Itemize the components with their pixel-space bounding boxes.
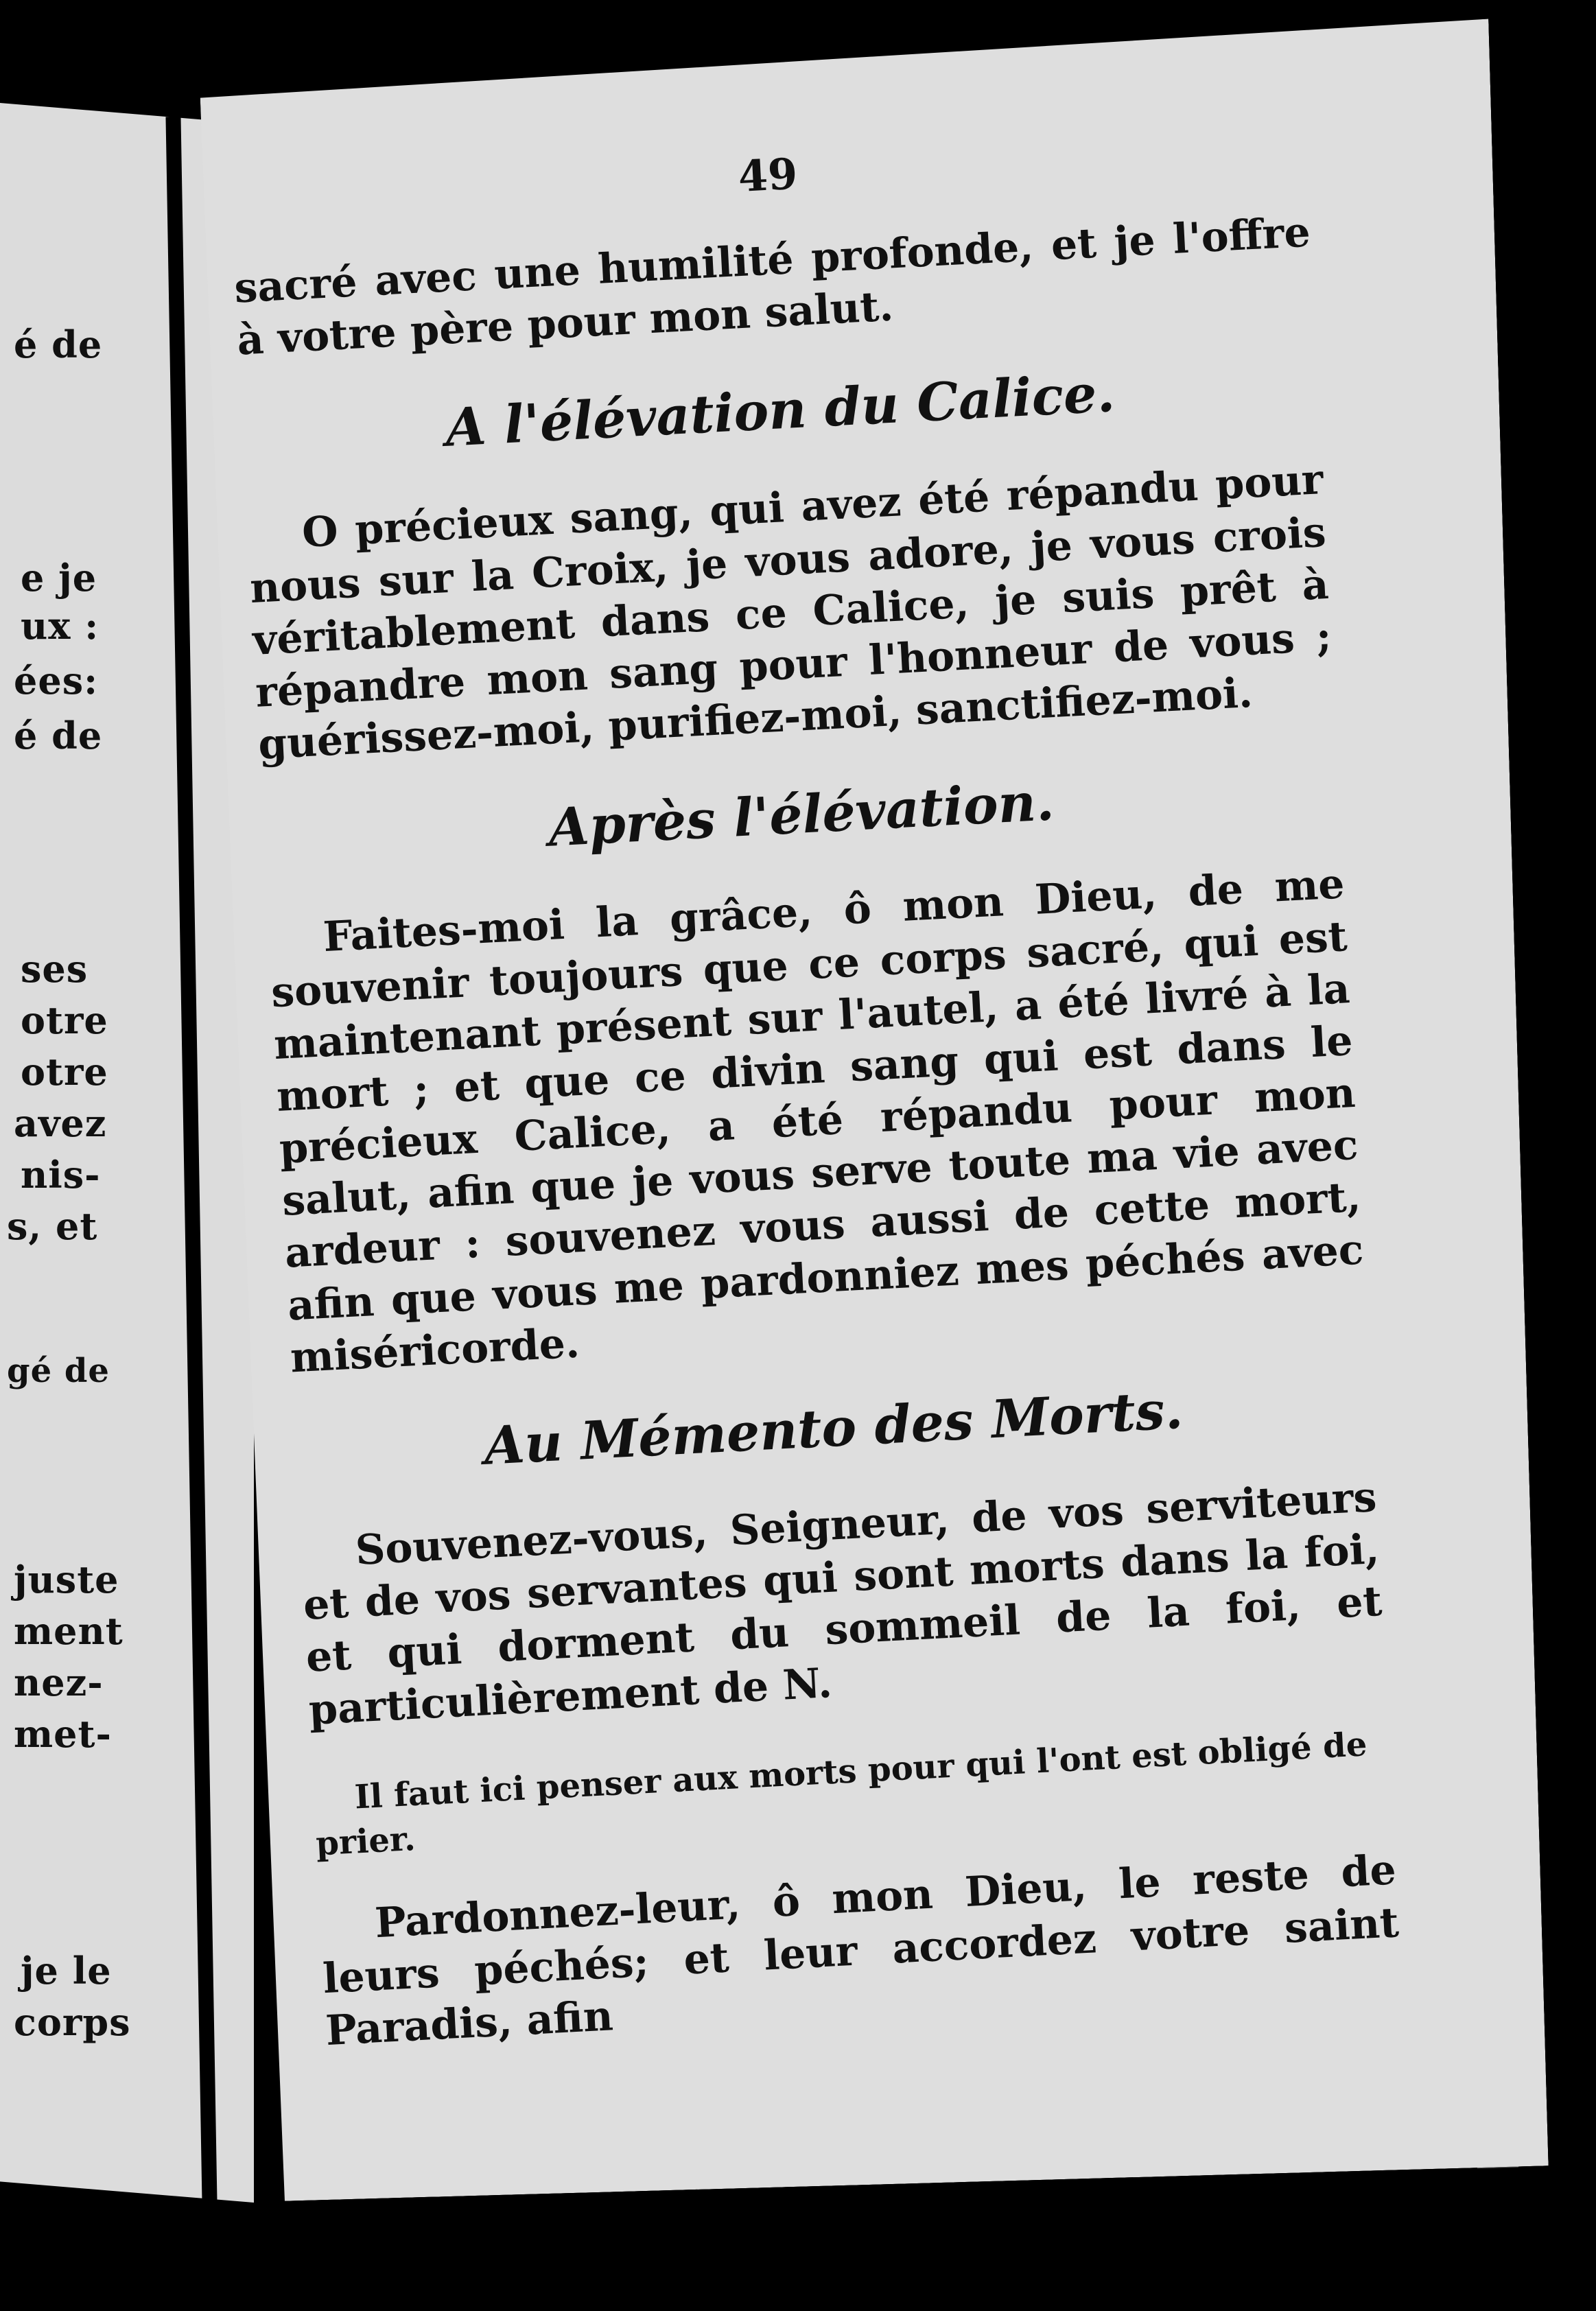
- paragraph: sacré avec une humilité profonde, et je l'offre à votre père pour mon salut.: [233, 208, 1312, 365]
- left-page-fragment: otre: [21, 998, 108, 1042]
- left-page-fragment: nez-: [14, 1661, 104, 1704]
- left-page-fragment: avez: [14, 1101, 107, 1145]
- left-page-fragment: ées:: [14, 659, 99, 703]
- paragraph: Faites-moi la grâce, ô mon Dieu, de me souvenir toujours que ce corps sacré, qui est maintenant présent sur l'autel, a été livré à la mort ; et que ce divin sang qui est dans le précieux Calice, a été répandu pour mon salut, afin que je vous serve toute ma vie avec ardeur : souvenez vous aussi de cette mort, afin que vous me pardonniez mes péchés avec miséricorde.: [270, 860, 1365, 1383]
- section-heading: A l'élévation du Calice.: [444, 362, 1116, 459]
- right-page-text: [226, 81, 1405, 2098]
- rubric-note: Il faut ici penser aux morts pour qui l'ont est obligé de prier.: [314, 1725, 1368, 1864]
- left-page-fragment: ses: [21, 947, 89, 991]
- left-page-fragment: juste: [14, 1558, 119, 1602]
- left-page-fragment: ux :: [21, 604, 99, 648]
- left-page-fragment: é de: [14, 322, 103, 366]
- paragraph: Souvenez-vous, Seigneur, de vos serviteurs et de vos servantes qui sont morts dans la foi, et qui dorment du sommeil de la foi, et particulièrement de N.: [302, 1473, 1383, 1735]
- left-page-fragment: nis-: [21, 1153, 101, 1197]
- left-page-fragment: je le: [21, 1949, 112, 1993]
- paragraph: Pardonnez-leur, ô mon Dieu, le reste de leurs péchés; et leur accordez votre saint Paradis, afin: [321, 1846, 1400, 2055]
- page-number: 49: [736, 148, 799, 202]
- section-heading: Après l'élévation.: [547, 771, 1056, 859]
- left-page-fragment: e je: [21, 556, 97, 600]
- section-heading: Au Mémento des Morts.: [482, 1379, 1184, 1477]
- left-page-fragment: ment: [14, 1609, 124, 1653]
- left-page-fragment: met-: [14, 1712, 112, 1756]
- left-page-fragment: é de: [14, 714, 103, 758]
- left-page-fragment: gé de: [7, 1352, 110, 1390]
- left-page-fragment: s, et: [7, 1204, 98, 1248]
- left-page-fragment: otre: [21, 1050, 108, 1094]
- paragraph: O précieux sang, qui avez été répandu pour nous sur la Croix, je vous adore, je vous crois véritablement dans ce Calice, je suis prêt à répandre mon sang pour l'honneur de vous ; guérissez-moi, purifiez-moi, sanctifiez-moi.: [248, 456, 1333, 769]
- left-page-fragment: corps: [14, 2000, 131, 2044]
